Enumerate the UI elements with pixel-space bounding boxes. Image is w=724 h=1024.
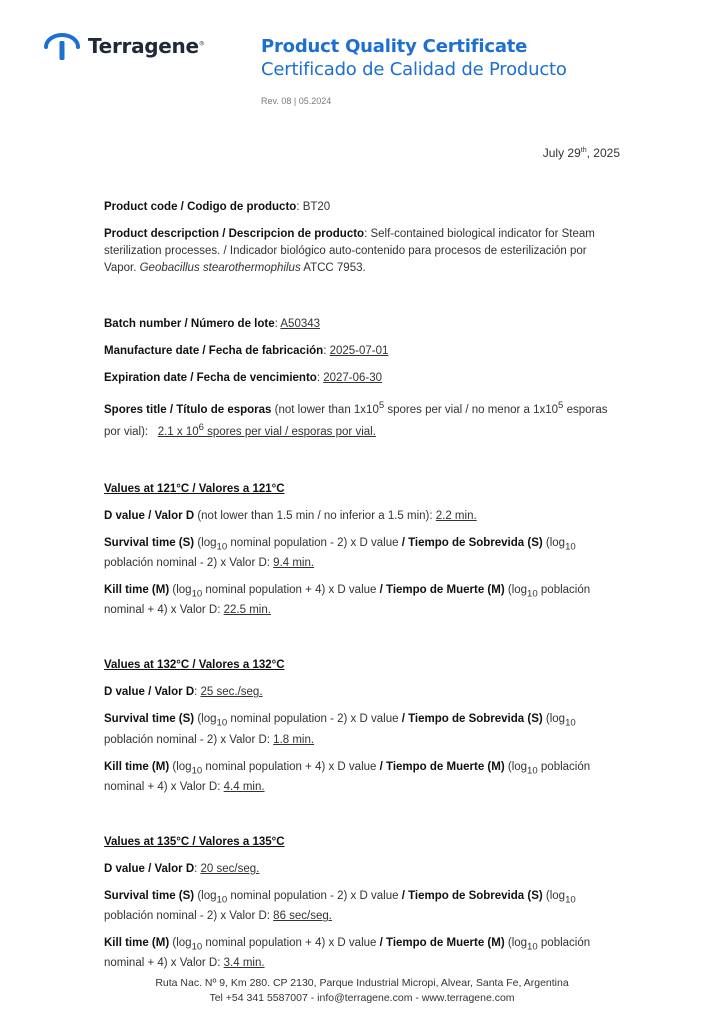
- kill-time-135: Kill time (M) ($\log_{10}$ nominal population + 4) x D value / Tiempo de Muerte (M) ($\log_{10}$ población nominal + 4) x Valor D: 3.4 min.: [104, 937, 591, 970]
- certificate-title: [261, 36, 567, 82]
- kill-time-132: Kill time (M) ($\log_{10}$ nominal population + 4) x D value / Tiempo de Muerte (M) ($\log_{10}$ población nominal + 4) x Valor D: 4.4 min.: [104, 760, 591, 793]
- product-description: Product descripction / Descripcion de producto: Self-contained biological indicator for Steam sterilization processes. / Indicador biológico auto-contenido para procesos de esterilización por Vapor. Geobacillus stearothermophilus ATCC 7953.: [104, 228, 595, 274]
- kill-time-121: Kill time (M) ($\log_{10}$ nominal population + 4) x D value / Tiempo de Muerte (M) ($\log_{10}$ población nominal + 4) x Valor D: 22.5 min.: [104, 583, 591, 617]
- page-footer: [0, 976, 724, 1006]
- section-heading-135: Values at 135°C / Valores a 135°C: [104, 835, 285, 848]
- certificate-date: July 29th, 2025: [542, 146, 620, 160]
- title-english: Product Quality Certificate: [261, 36, 528, 57]
- d-value-132: D value / Valor D: 25 sec./seg.: [104, 686, 263, 699]
- title-spanish: Certificado de Calidad de Producto: [261, 59, 567, 80]
- section-heading-121: Values at 121°C / Valores a 121°C: [104, 482, 285, 495]
- d-value-135: D value / Valor D: 20 sec/seg.: [104, 862, 260, 875]
- batch-number: Batch number / Número de lote: A50343: [104, 318, 321, 330]
- product-code: Product code / Codigo de producto: BT20: [104, 201, 331, 213]
- d-value-121: D value / Valor D (not lower than 1.5 min / no inferior a 1.5 min): 2.2 min.: [104, 509, 477, 522]
- survival-time-135: Survival time (S) ($\log_{10}$ nominal population - 2) x D value / Tiempo de Sobrevida (S) ($\log_{10}$ población nominal - 2) x Valor D: 86 sec/seg.: [104, 889, 576, 923]
- expiration-date: Expiration date / Fecha de vencimiento: 2027-06-30: [104, 372, 383, 384]
- spores-title: Spores title / Título de esporas (not lower than $1x10^5$ spores per vial / no menor a $1x10^5$ esporas por vial): 2.1 x $10^6$ spores per vial / esporas por vial.: [104, 400, 608, 438]
- terragene-logo-icon: [42, 31, 82, 61]
- manufacture-date: Manufacture date / Fecha de fabricación: 2025-07-01: [104, 345, 389, 357]
- company-logo: [42, 30, 204, 62]
- survival-time-132: Survival time (S) ($\log_{10}$ nominal population - 2) x D value / Tiempo de Sobrevida (S) ($\log_{10}$ población nominal - 2) x Valor D: 1.8 min.: [104, 713, 576, 746]
- footer-address: Ruta Nac. Nº 9, Km 280. CP 2130, Parque Industrial Micropi, Alvear, Santa Fe, Argentina: [155, 977, 569, 989]
- section-heading-132: Values at 132°C / Valores a 132°C: [104, 659, 285, 672]
- logo-wordmark: Terragene®: [88, 34, 205, 58]
- survival-time-121: Survival time (S) ($\log_{10}$ nominal population - 2) x D value / Tiempo de Sobrevida (S) ($\log_{10}$ población nominal - 2) x Valor D: 9.4 min.: [104, 536, 576, 569]
- revision-label: Rev. 08 | 05.2024: [261, 96, 332, 106]
- certificate-body: [104, 199, 621, 972]
- footer-contact: Tel +54 341 5587007 - info@terragene.com - www.terragene.com: [209, 992, 515, 1004]
